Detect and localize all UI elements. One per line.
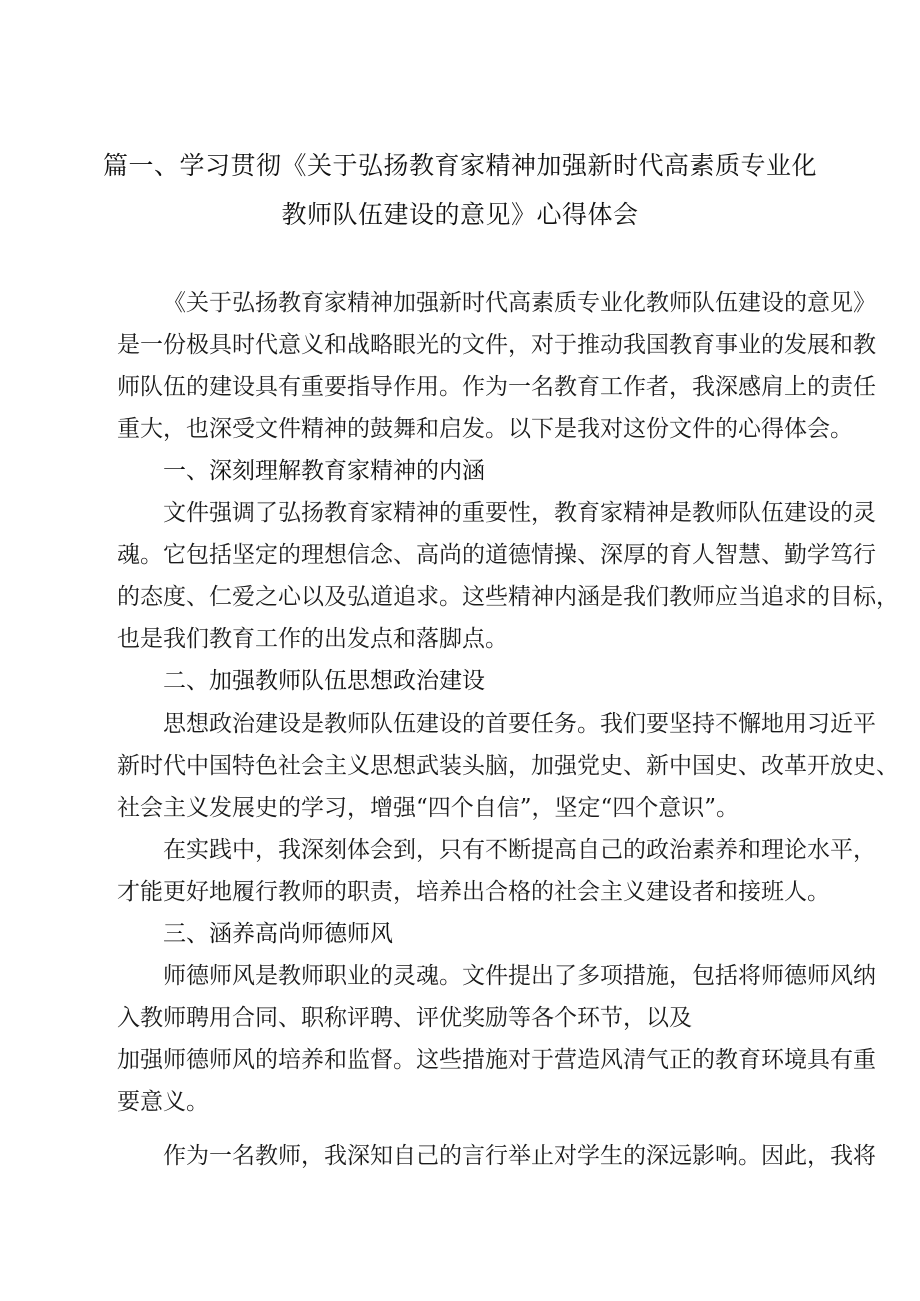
section-heading-1: 一、深刻理解教育家精神的内涵 xyxy=(163,458,485,484)
body-line: 加强师德师风的培养和监督。这些措施对于营造风清气正的教育环境具有重 xyxy=(117,1047,876,1073)
body-line: 也是我们教育工作的出发点和落脚点。 xyxy=(117,626,508,652)
body-line: 入教师聘用合同、职称评聘、评优奖励等各个环节，以及 xyxy=(117,1005,692,1031)
section-heading-3: 三、涵养高尚师德师风 xyxy=(163,921,393,947)
body-line: 新时代中国特色社会主义思想武装头脑，加强党史、新中国史、改革开放史、 xyxy=(117,753,899,779)
body-line: 魂。它包括坚定的理想信念、高尚的道德情操、深厚的育人智慧、勤学笃行 xyxy=(117,542,876,568)
body-line: 的态度、仁爱之心以及弘道追求。这些精神内涵是我们教师应当追求的目标， xyxy=(117,584,899,610)
body-line: 作为一名教师，我深知自己的言行举止对学生的深远影响。因此，我将 xyxy=(163,1143,876,1169)
body-line: 才能更好地履行教师的职责，培养出合格的社会主义建设者和接班人。 xyxy=(117,879,830,905)
document-title-line-2: 教师队伍建设的意见》心得体会 xyxy=(281,200,639,229)
intro-line: 重大，也深受文件精神的鼓舞和启发。以下是我对这份文件的心得体会。 xyxy=(117,416,853,442)
body-line: 师德师风是教师职业的灵魂。文件提出了多项措施，包括将师德师风纳 xyxy=(163,963,876,989)
body-line: 文件强调了弘扬教育家精神的重要性，教育家精神是教师队伍建设的灵 xyxy=(163,500,876,526)
intro-line: 师队伍的建设具有重要指导作用。作为一名教育工作者，我深感肩上的责任 xyxy=(117,374,876,400)
document-title-line-1: 篇一、学习贯彻《关于弘扬教育家精神加强新时代高素质专业化 xyxy=(102,151,817,180)
body-line: 在实践中，我深刻体会到，只有不断提高自己的政治素养和理论水平， xyxy=(163,837,876,863)
section-heading-2: 二、加强教师队伍思想政治建设 xyxy=(163,668,485,694)
intro-line: 《关于弘扬教育家精神加强新时代高素质专业化教师队伍建设的意见》 xyxy=(163,290,876,316)
body-line: 要意义。 xyxy=(117,1089,209,1115)
intro-line: 是一份极具时代意义和战略眼光的文件，对于推动我国教育事业的发展和教 xyxy=(117,332,876,358)
body-line: 思想政治建设是教师队伍建设的首要任务。我们要坚持不懈地用习近平 xyxy=(163,711,876,737)
body-line: 社会主义发展史的学习，增强“四个自信”，坚定“四个意识”。 xyxy=(117,795,740,821)
